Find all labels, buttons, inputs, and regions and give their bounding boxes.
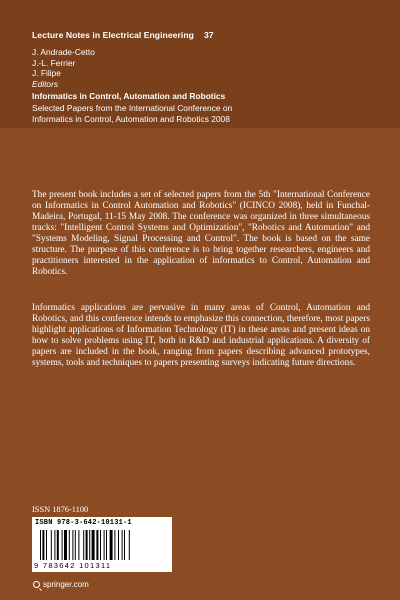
barcode-bars <box>40 530 164 560</box>
barcode-panel <box>32 517 172 572</box>
publisher-url[interactable]: springer.com <box>43 580 89 589</box>
subtitle-line: Informatics in Control, Automation and Robotics 2008 <box>32 113 230 124</box>
issn-label: ISSN 1876-1100 <box>32 505 89 514</box>
book-subtitle <box>32 103 372 124</box>
editors-block <box>32 47 95 89</box>
book-title: Informatics in Control, Automation and Robotics <box>32 91 226 101</box>
isbn-label: ISBN 978-3-642-10131-1 <box>35 519 132 527</box>
editors-label: Editors <box>32 78 59 89</box>
description-paragraph-1: The present book includes a set of selected papers from the 5th "International Conference on Informatics in Control Automation and Robotics" (ICINCO 2008), held in Funchal-Madeira, Portugal, 11-15 May 2008. The conference was organized in three simultaneous tracks: "Intelligent Control Systems and Optimization", "Robotics and Automation" and "Systems Modeling, Signal Processing and Control". The book is based on the same structure. The purpose of this conference is to bring together researchers, engineers and practitioners interested in the application of informatics to Control, Automation and Robotics. <box>32 190 370 277</box>
publisher-line <box>33 580 89 589</box>
subtitle-line: Selected Papers from the International Conference on <box>32 103 233 113</box>
springer-horse-icon <box>33 581 40 588</box>
series-line <box>32 30 214 40</box>
description-paragraph-2: Informatics applications are pervasive in many areas of Control, Automation and Robotics, and this conference intends to emphasize this connection, therefore, most papers highlight applications of Information Technology (IT) in these areas and present ideas on how to solve problems using IT, both in R&D and industrial applications. A diversity of papers are included in the book, ranging from papers describing advanced prototypes, systems, tools and techniques to papers presenting surveys indicating future directions. <box>32 303 370 368</box>
editor-name: J.-L. Ferrier <box>32 57 76 68</box>
series-name: Lecture Notes in Electrical Engineering <box>32 30 194 40</box>
ean-digits: 9 783642 101311 <box>34 561 112 570</box>
editor-name: J. Filipe <box>32 68 61 79</box>
series-volume: 37 <box>203 30 214 40</box>
editor-name: J. Andrade-Cetto <box>32 47 95 57</box>
